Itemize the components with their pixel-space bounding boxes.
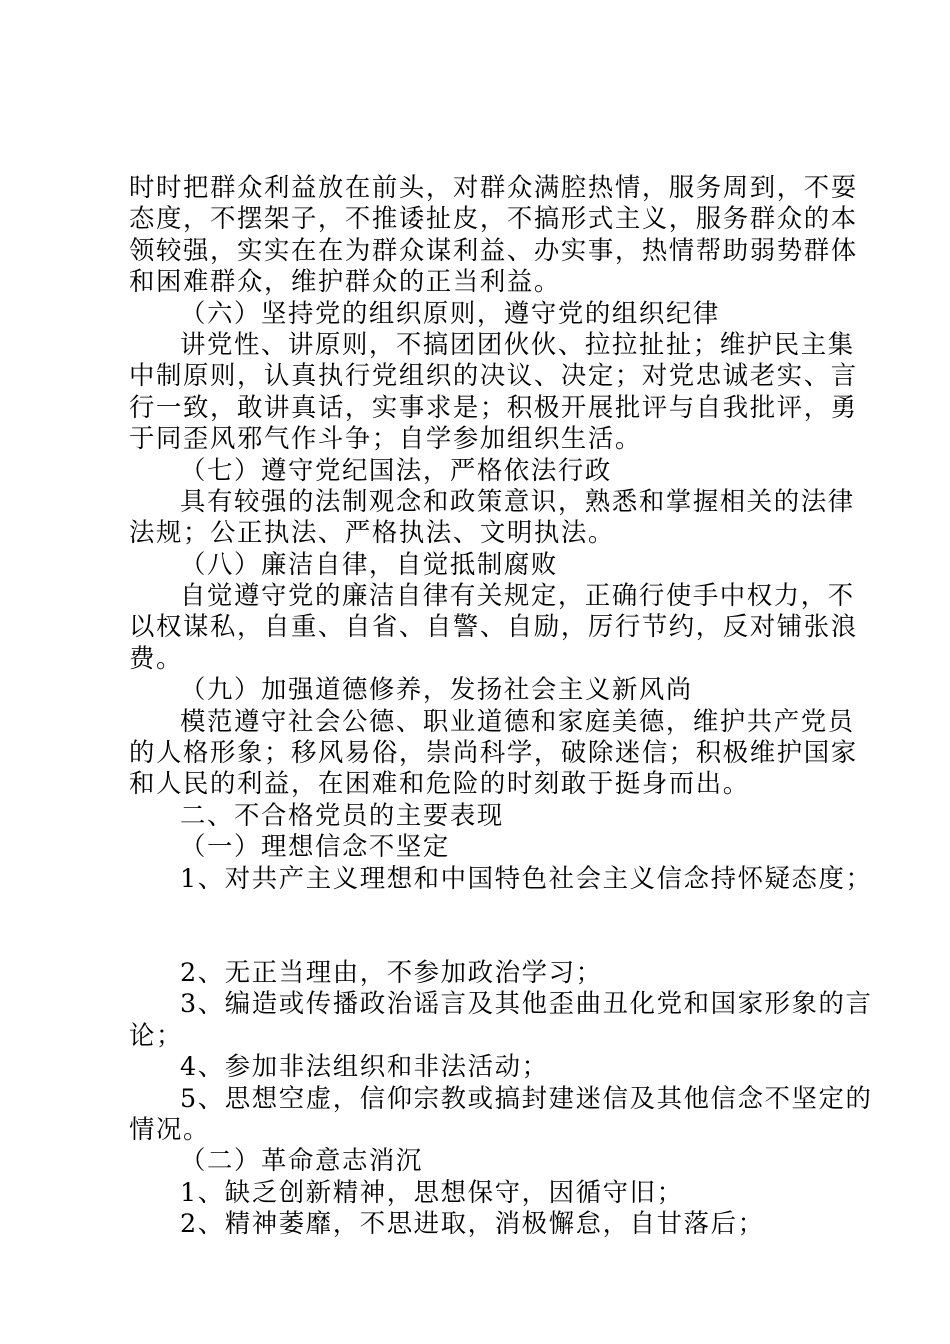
text-line: 领较强，实实在在为群众谋利益、办实事，热情帮助弱势群体 (129, 234, 858, 265)
text-line: 5、思想空虚，信仰宗教或搞封建迷信及其他信念不坚定的 (180, 1082, 873, 1113)
text-line: 于同歪风邪气作斗争；自学参加组织生活。 (129, 423, 642, 454)
text-line: 态度，不摆架子，不推诿扯皮，不搞形式主义，服务群众的本 (129, 203, 858, 234)
text-line: 情况。 (129, 1113, 210, 1144)
text-line: 和困难群众，维护群众的正当利益。 (129, 266, 561, 297)
text-line: 讲党性、讲原则，不搞团团伙伙、拉拉扯扯；维护民主集 (180, 328, 855, 359)
text-line: 2、精神萎靡，不思进取，消极懈怠，自甘落后； (180, 1208, 765, 1239)
text-line: 1、对共产主义理想和中国特色社会主义信念持怀疑态度； (180, 862, 873, 893)
text-line: 中制原则，认真执行党组织的决议、决定；对党忠诚老实、言 (129, 360, 858, 391)
document-body (129, 172, 873, 1240)
text-line: 费。 (129, 642, 183, 673)
text-line: 具有较强的法制观念和政策意识，熟悉和掌握相关的法律 (180, 485, 855, 516)
text-line: （六）坚持党的组织原则，遵守党的组织纪律 (180, 297, 720, 328)
text-line: （一）理想信念不坚定 (180, 831, 450, 862)
text-line: 2、无正当理由，不参加政治学习； (180, 956, 603, 987)
text-line: （七）遵守党纪国法，严格依法行政 (180, 454, 612, 485)
text-line: （九）加强道德修养，发扬社会主义新风尚 (180, 674, 693, 705)
text-line: 3、编造或传播政治谣言及其他歪曲丑化党和国家形象的言 (180, 988, 873, 1019)
text-line: （八）廉洁自律，自觉抵制腐败 (180, 548, 558, 579)
text-line: 行一致，敢讲真话，实事求是；积极开展批评与自我批评，勇 (129, 391, 858, 422)
text-line: 论； (129, 1019, 183, 1050)
text-line: 和人民的利益，在困难和危险的时刻敢于挺身而出。 (129, 768, 750, 799)
text-line: 二、不合格党员的主要表现 (180, 799, 504, 830)
text-line: 4、参加非法组织和非法活动； (180, 1051, 549, 1082)
paragraph-spacer (129, 894, 834, 957)
text-line: 以权谋私，自重、自省、自警、自励，厉行节约，反对铺张浪 (129, 611, 858, 642)
text-line: 自觉遵守党的廉洁自律有关规定，正确行使手中权力，不 (180, 580, 855, 611)
text-line: （二）革命意志消沉 (180, 1145, 423, 1176)
text-line: 1、缺乏创新精神，思想保守，因循守旧； (180, 1176, 684, 1207)
text-line: 模范遵守社会公德、职业道德和家庭美德，维护共产党员 (180, 705, 855, 736)
text-line: 法规；公正执法、严格执法、文明执法。 (129, 517, 615, 548)
text-line: 时时把群众利益放在前头，对群众满腔热情，服务周到，不耍 (129, 172, 858, 202)
text-line: 的人格形象；移风易俗，崇尚科学，破除迷信；积极维护国家 (129, 737, 858, 768)
